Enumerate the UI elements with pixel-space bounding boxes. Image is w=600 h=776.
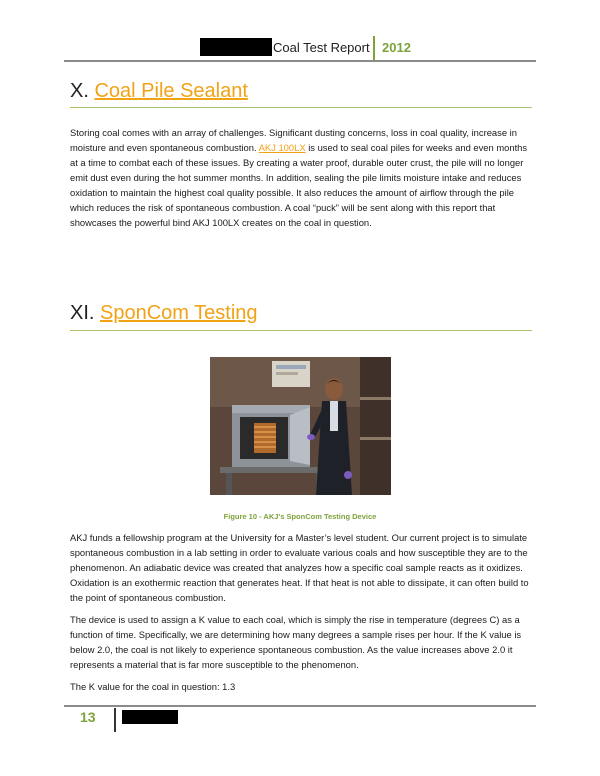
device-photo-illustration — [210, 357, 391, 495]
section-heading-sponcom-testing — [70, 302, 258, 325]
redacted-footer-text — [122, 710, 178, 724]
section-number: X. — [70, 80, 89, 102]
section-divider — [70, 107, 532, 108]
footer-rule — [64, 705, 536, 707]
report-year: 2012 — [382, 40, 411, 55]
sponcom-device-photo — [210, 357, 391, 495]
redacted-company-name — [200, 38, 272, 56]
section-title-link[interactable]: SponCom Testing — [100, 302, 258, 324]
header-separator — [373, 36, 375, 62]
akj-100lx-link[interactable]: AKJ 100LX — [258, 142, 306, 153]
paragraph-text: is used to seal coal piles for weeks and even months at a time to combat each of these issues. By creating a water proof, durable outer crust, the pile will no longer emit dust even during the hot summer months. In addition, sealing the pile limits moisture intake and reduces oxidation to maintain the highest coal quality possible. It also reduces the amount of airflow through the pile which reduces the risk of spontaneous combustion. A coal “puck” will be sent along with this report that showcases the powerful bind AKJ 100LX creates on the coal in question. — [70, 142, 528, 228]
k-value-statement: The K value for the coal in question: 1.3 — [70, 681, 236, 692]
report-title: Coal Test Report — [273, 40, 370, 55]
section-heading-coal-pile-sealant — [70, 80, 248, 103]
footer-separator — [114, 708, 116, 732]
header-rule — [64, 60, 536, 62]
section-divider — [70, 330, 532, 331]
paragraph-text: Storing coal comes with an array of challenges. Significant dusting concerns, loss in coal quality, increase in moisture and even spontaneous combustion. — [70, 127, 517, 153]
section-number: XI. — [70, 302, 95, 324]
page-number: 13 — [80, 709, 96, 725]
section-title-link[interactable]: Coal Pile Sealant — [94, 80, 248, 102]
coal-pile-sealant-paragraph — [70, 125, 530, 230]
sponcom-paragraph-1: AKJ funds a fellowship program at the University for a Master’s level student. Our current project is to simulate spontaneous combustion in a lab setting in order to evaluate various coals and how susceptible they are to the phenomenon. An adiabatic device was created that analyzes how a specific coal sample reacts as it oxidizes. Oxidation is an exothermic reaction that generates heat. If that heat is not able to dissipate, it can often build to the point of spontaneous combustion. — [70, 532, 529, 603]
sponcom-paragraph-2: The device is used to assign a K value to each coal, which is simply the rise in temperature (degrees C) as a function of time. Specifically, we are determining how many degrees a sample rises per hour. If the K value is below 2.0, the coal is not likely to experience spontaneous combustion. As the value increases above 2.0 it represents a material that is far more susceptible to the phenomenon. — [70, 614, 522, 670]
figure-caption: Figure 10 - AKJ's SponCom Testing Device — [223, 512, 377, 521]
